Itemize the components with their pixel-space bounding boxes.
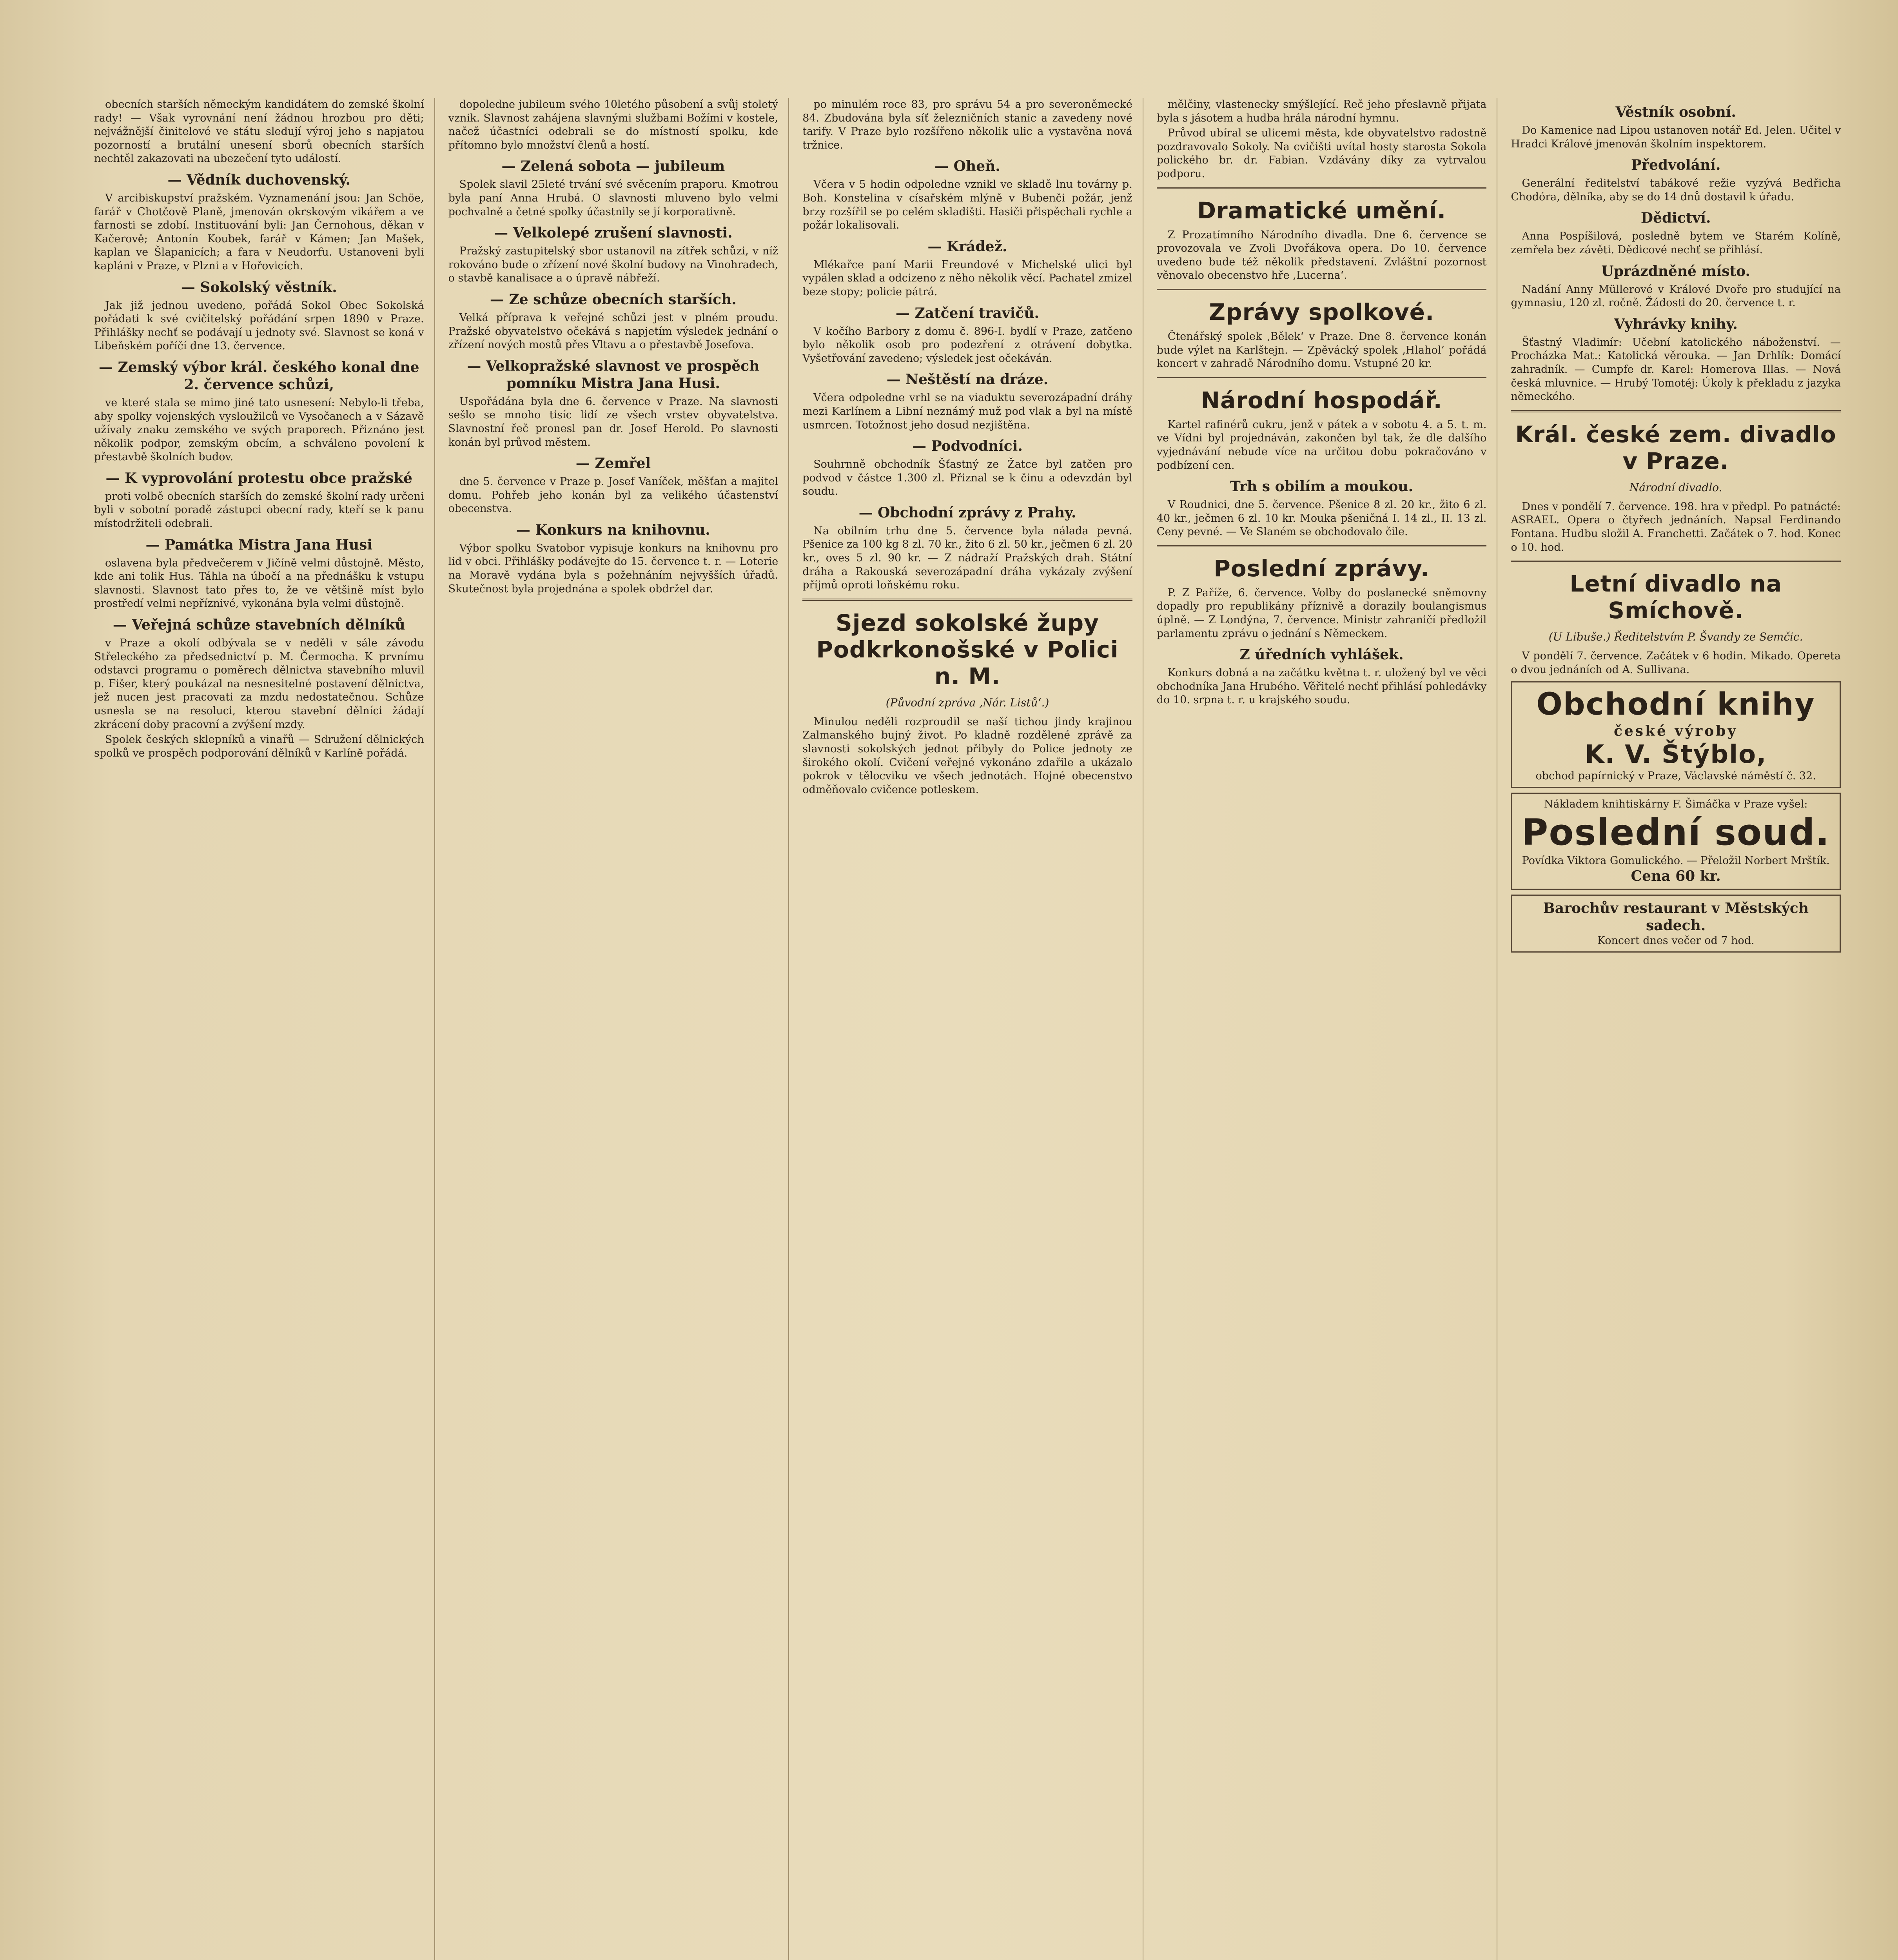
article-text: po minulém roce 83, pro správu 54 a pro severoněmecké 84. Zbudována byla síť železničních stanic a zavedeny nové tarify. V Praze bylo rozšířeno několik ulic a vystavěna nová tržnice. [802, 98, 1132, 151]
section-heading: Dědictví. [1640, 210, 1711, 227]
article-text: Pražský zastupitelský sbor ustanovil na zítřek schůzi, v níž rokováno bude o zřízení nové školní budovy na Vinohradech, o stavbě kanalisace a o úpravě nábřeží. [448, 245, 778, 285]
article-text: Šťastný Vladimír: Učební katolického náboženství. — Procházka Mat.: Katolická věrouka. — Jan Drhlík: Domácí zahradník. — Cumpfe dr. Karel: Homerova Illas. — Nová česká mluvnice. — Hrubý Tomotéj: Úkoly k překladu z jazyka německého. [1511, 336, 1841, 403]
ad-company-name: K. V. Štýblo, [1584, 740, 1767, 769]
advertisement-publication [1511, 793, 1841, 890]
theatre-program: Dnes v pondělí 7. července. 198. hra v předpl. Po patnácté: ASRAEL. Opera o čtyřech jednáních. Napsal Ferdinando Fontana. Hudbu složil A. Franchetti. Začátek o 7. hod. Konec o 10. hod. [1511, 500, 1841, 554]
section-heading: — K vyprovolání protestu obce pražské [105, 470, 413, 486]
section-heading: — Vědník duchovenský. [167, 171, 351, 188]
section-heading: — Zemřel [575, 455, 651, 472]
section-heading: — Veřejná schůze stavebních dělníků [113, 617, 405, 633]
column-3 [802, 98, 1143, 1960]
article-text: dopoledne jubileum svého 10letého působení a svůj stoletý vznik. Slavnost zahájena slavnými službami Božími v kostele, načež účastníci odebrali se do místností spolku, kde přítomno bylo množství členů a hostí. [448, 98, 778, 151]
section-heading: Předvolání. [1631, 157, 1721, 174]
section-headline: Zprávy spolkové. [1209, 298, 1435, 325]
section-heading: — Oheň. [934, 158, 1000, 175]
article-text: V Roudnici, dne 5. července. Pšenice 8 zl. 20 kr., žito 6 zl. 40 kr., ječmen 6 zl. 10 kr. Mouka pšeničná I. 14 zl., II. 13 zl. Ceny pevné. — Ve Slaném se obchodovalo čile. [1156, 499, 1487, 538]
article-text: dne 5. července v Praze p. Josef Vaníček, měšťan a majitel domu. Pohřeb jeho konán byl za velikého účastenství obecenstva. [448, 475, 778, 515]
article-text: proti volbě obecních starších do zemské školní rady určeni byli v sobotní poradě zástupci obecní rady, kteří se k panu místodržiteli odebrali. [94, 490, 424, 530]
article-text: Nadání Anny Müllerové v Králové Dvoře pro studující na gymnasiu, 120 zl. ročně. Žádosti do 20. července t. r. [1511, 283, 1841, 309]
article-text: V kočího Barbory z domu č. 896-I. bydlí v Praze, zatčeno bylo několik osob pro podezření z otrávení dobytka. Vyšetřování zavedeno; výsledek jest očekáván. [802, 325, 1132, 365]
article-text: mělčiny, vlastenecky smýšlející. Reč jeho přeslavně přijata byla s jásotem a hudba hrála národní hymnu. [1156, 98, 1487, 124]
theatre-subheadline: Národní divadlo. [1629, 481, 1722, 494]
ad-address: obchod papírnický v Praze, Václavské náměstí č. 32. [1535, 770, 1816, 782]
divider [1157, 289, 1487, 290]
divider [1157, 545, 1487, 546]
article-text: Včera v 5 hodin odpoledne vznikl ve skladě lnu továrny p. Boh. Konstelina v císařském mlýně v Bubenči požár, jenž brzy rozšířil se po celém skladišti. Hasiči přispěchali rychle a požár lokalisovali. [802, 178, 1132, 232]
section-heading: — Sokolský věstník. [181, 279, 337, 296]
article-text: obecních starších německým kandidátem do zemské školní rady! — Však vyrovnání není žádnou hrozbou pro děti; nejvážnější činitelové ve státu sledují výroj jeho s napjatou pozorností a brutální unesení sborů obecních starších nechtěl zakazovati na ubezečení tyto událostí. [94, 98, 424, 165]
article-headline: Sjezd sokolské župy Podkrkonošské v Polici n. M. [816, 609, 1119, 690]
section-heading: Trh s obilím a moukou. [1230, 478, 1414, 495]
section-heading: — Obchodní zprávy z Prahy. [858, 504, 1076, 521]
article-text: Velká příprava k veřejné schůzi jest v plném proudu. Pražské obyvatelstvo očekává s napjetím výsledek jednání o zřízení nových mostů přes Vltavu a o přestavbě Josefova. [448, 311, 778, 351]
section-headline: Národní hospodář. [1201, 387, 1443, 414]
article-text: Z Prozatímního Národního divadla. Dne 6. července se provozovala ve Zvoli Dvořákova opera. Do 10. července uvedeno bude též několik představení. Zvláštní pozornost věnovalo obecenstvo hře ‚Lucerna‘. [1156, 229, 1487, 282]
theatre-headline: Král. české zem. divadlo v Praze. [1515, 421, 1836, 474]
section-heading: — Zatčení travičů. [895, 305, 1040, 321]
ad-title: Poslední soud. [1521, 811, 1830, 854]
divider [1511, 561, 1841, 562]
article-text: Na obilním trhu dne 5. července byla nálada pevná. Pšenice za 100 kg 8 zl. 70 kr., žito 6 zl. 50 kr., ječmen 6 zl. 20 kr., oves 5 zl. 90 kr. — Z nádraží Pražských drah. Státní dráha a Rakouská severozápadní dráha vykázaly zvýšení příjmů oproti loňskému roku. [802, 524, 1132, 592]
article-text: Jak již jednou uvedeno, pořádá Sokol Obec Sokolská pořádati k své cvičitelský pořádání srpen 1890 v Praze. Přihlášky nechť se podávají u jednoty své. Slavnost se koná v Libeňském poříčí dne 13. července. [94, 299, 424, 352]
article-text: oslavena byla předvečerem v Jičíně velmi důstojně. Město, kde ani tolik Hus. Táhla na úbočí a na přednášku k vstupu slavnosti. Slavnost tato přes to, že ve většině míst bylo prostředí velmi nepříznivé, vykonána byla velmi důstojně. [94, 557, 424, 610]
column-2 [448, 98, 789, 1960]
section-heading: — Památka Mistra Jana Husi [145, 536, 373, 553]
article-text: Včera odpoledne vrhl se na viaduktu severozápadní dráhy mezi Karlínem a Libní neznámý muž pod vlak a byl na místě usmrcen. Totožnost jeho dosud nezjištěna. [802, 392, 1132, 431]
section-heading: — Zemský výbor král. českého konal dne 2. července schůzi, [99, 359, 419, 393]
section-heading: Věstník osobní. [1615, 104, 1736, 120]
article-text: Souhrnně obchodník Šťastný ze Žatce byl zatčen pro podvod v částce 1.300 zl. Přiznal se k činu a odevzdán byl soudu. [802, 458, 1132, 498]
section-heading: — Krádež. [927, 238, 1007, 255]
article-text: V arcibiskupství pražském. Vyznamenání jsou: Jan Schöe, farář v Chotčově Planě, jmenován okrskovým vikářem a ve farnosti se zdobí. Instituování byli: Jan Černohous, děkan v Kačerově; Antonín Koubek, farář v Kámen; Jan Mašek, kaplan ve Šlapanicích; a fara v Neudorfu. Ustanoveni byli kapláni v Praze, v Plzni a v Hořovicích. [94, 192, 424, 272]
advertisement-books [1511, 681, 1841, 788]
article-text: Čtenářský spolek ‚Bělek‘ v Praze. Dne 8. července konán bude výlet na Karlštejn. — Zpěvácký spolek ‚Hlahol‘ pořádá koncert v zahradě Národního domu. Vstupné 20 kr. [1156, 330, 1487, 370]
article-text: v Praze a okolí odbývala se v neděli v sále závodu Střeleckého za předsednictví p. M. Čermocha. K prvnímu odstavci programu o poměrech dělnictva stavebního mluvil p. Fišer, který poukázal na nesnesitelné postavení dělnictva, jež nucen jest pracovati za mzdu nedostatečnou. Schůze usnesla se na resoluci, kterou stavební dělníci žádají zkrácení doby pracovní a zvýšení mzdy. [94, 637, 424, 731]
section-heading: — Ze schůze obecních starších. [490, 291, 737, 308]
article-text: Spolek slavil 25leté trvání své svěcením praporu. Kmotrou byla paní Anna Hrubá. O slavnosti mluveno bylo velmi pochvalně a četné spolky účastnily se jí korporativně. [448, 178, 778, 218]
column-4 [1157, 98, 1498, 1960]
section-headline: Dramatické umění. [1197, 197, 1446, 224]
column-5 [1511, 98, 1851, 1960]
article-text: Generální ředitelství tabákové režie vyzývá Bedřicha Chodóra, dělníka, aby se do 14 dnů dostavil k úřadu. [1511, 177, 1841, 203]
section-heading: Vyhrávky knihy. [1614, 316, 1738, 332]
section-heading: — Zelená sobota — jubileum [501, 158, 725, 175]
article-text: Mlékařce paní Marii Freundové v Michelské ulici byl vypálen sklad a odcizeno z něho několik věcí. Pachatel zmizel beze stopy; policie pátrá. [802, 258, 1132, 298]
article-text: Kartel rafinérů cukru, jenž v pátek a v sobotu 4. a 5. t. m. ve Vídni byl projednáván, zakončen byl tak, že dle dalšího vyjednávání nebude více na určitou dobu pokračováno v podbízení cen. [1156, 418, 1487, 472]
section-heading: Uprázdněné místo. [1601, 263, 1751, 279]
section-heading: — Konkurs na knihovnu. [516, 521, 710, 538]
article-text: Minulou neděli rozproudil se naší tichou jindy krajinou Zalmanského bujný život. Po kladně rozdělené zprávě za slavnosti sokolských jednot přibyly do Police jednoty ze širokého okolí. Cvičení veřejné vykonáno zdařile a ukázalo pokrok v tělocviku ve všech jednotách. Hojné obecenstvo odměňovalo cvičence potleskem. [802, 715, 1132, 796]
ad-note: Koncert dnes večer od 7 hod. [1597, 935, 1755, 947]
section-heading: — Velkopražské slavnost ve prospěch pomníku Mistra Jana Husi. [467, 358, 760, 392]
column-1 [94, 98, 435, 1960]
theatre-program: V pondělí 7. července. Začátek v 6 hodin. Mikado. Opereta o dvou jednáních od A. Sullivana. [1511, 650, 1841, 676]
article-text: Průvod ubíral se ulicemi města, kde obyvatelstvo radostně pozdravovalo Sokoly. Na cvičišti uvítal hosty starosta Sokola polického br. dr. Fabian. Vzdávány díky za vytrvalou podporu. [1156, 127, 1487, 180]
article-text: Spolek českých sklepníků a vinařů — Sdružení dělnických spolků ve prospěch podporování dělníků v Karlíně pořádá. [94, 733, 424, 759]
ad-subtitle: české výroby [1613, 723, 1738, 740]
article-subheadline: (Původní zpráva ‚Nár. Listů‘.) [885, 696, 1049, 709]
ad-title: Barochův restaurant v Městských sadech. [1543, 900, 1809, 934]
divider [1511, 410, 1841, 412]
ad-title: Obchodní knihy [1536, 687, 1815, 722]
ad-intro: Nákladem knihtiskárny F. Šimáčka v Praze vyšel: [1544, 798, 1808, 811]
article-text: Do Kamenice nad Lipou ustanoven notář Ed. Jelen. Učitel v Hradci Králové jmenován školním inspektorem. [1511, 124, 1841, 150]
article-text: P. Z Paříže, 6. července. Volby do poslanecké sněmovny dopadly pro republikány příznivě a dorazily boulangismus úplně. — Z Londýna, 7. července. Ministr zahraničí předložil parlamentu zprávu o jednání s Německem. [1156, 586, 1487, 640]
divider [1157, 377, 1487, 378]
divider [1157, 187, 1487, 189]
section-headline: Poslední zprávy. [1214, 555, 1430, 582]
section-heading: Z úředních vyhlášek. [1239, 646, 1404, 663]
ad-description: Povídka Viktora Gomulického. — Přeložil Norbert Mrštík. [1522, 855, 1830, 867]
section-heading: — Podvodníci. [912, 438, 1023, 455]
section-heading: — Velkolepé zrušení slavnosti. [494, 225, 733, 241]
section-heading: — Neštěstí na dráze. [886, 371, 1049, 388]
article-text: ve které stala se mimo jiné tato usnesení: Nebylo-li třeba, aby spolky vojenských vysloužilců ve Vysočanech a v Sázavě užívaly znaku zemského ve svých praporech. Přiznáno jest několik podpor, zemským obcím, a schváleno povolení k přestavbě školních budov. [94, 396, 424, 463]
article-text: Konkurs dobná a na začátku května t. r. uložený byl ve věci obchodníka Jana Hrubého. Věřitelé nechť přihlásí pohledávky do 10. srpna t. r. u krajského soudu. [1156, 667, 1487, 706]
advertisement-restaurant [1511, 895, 1841, 953]
divider [802, 599, 1132, 601]
theatre-subheadline: (U Libuše.) Ředitelstvím P. Švandy ze Semčic. [1548, 630, 1803, 644]
ad-price: Cena 60 kr. [1631, 868, 1721, 885]
article-text: Uspořádána byla dne 6. července v Praze. Na slavnosti sešlo se mnoho tisíc lidí ze všech vrstev obyvatelstva. Slavnostní řeč pronesl pan dr. Josef Herold. Po slavnosti konán byl průvod městem. [448, 395, 778, 448]
theatre-headline: Letní divadlo na Smíchově. [1570, 570, 1782, 624]
article-text: Anna Pospíšilová, posledně bytem ve Starém Kolíně, zemřela bez závěti. Dědicové nechť se přihlásí. [1511, 230, 1841, 256]
article-text: Výbor spolku Svatobor vypisuje konkurs na knihovnu pro lid v obci. Přihlášky podávejte do 15. července t. r. — Loterie na Moravě vydána byla s požehnáním nejvyšších úřadů. Skutečnost byla projednána a spolek obdržel dar. [448, 542, 778, 595]
